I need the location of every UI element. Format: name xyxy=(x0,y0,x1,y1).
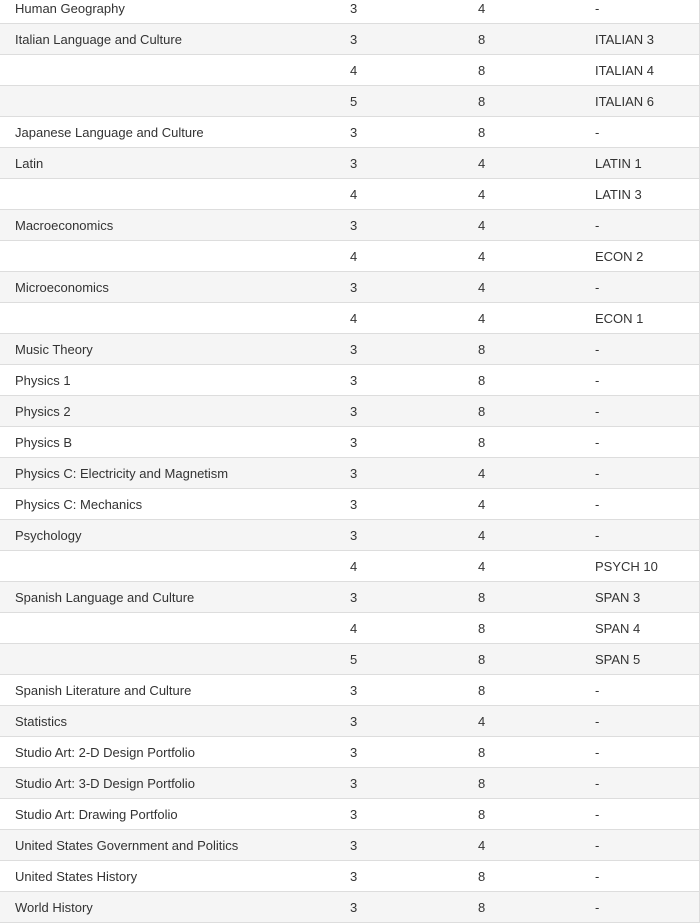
score-cell: 3 xyxy=(350,396,478,427)
course-cell: - xyxy=(595,458,700,489)
table-row xyxy=(0,520,700,551)
exam-name-cell: Japanese Language and Culture xyxy=(0,117,350,148)
table-row xyxy=(0,830,700,861)
units-cell: 8 xyxy=(478,675,595,706)
exam-name-cell: Spanish Language and Culture xyxy=(0,582,350,613)
score-cell: 4 xyxy=(350,179,478,210)
exam-name-cell: Music Theory xyxy=(0,334,350,365)
course-cell: ITALIAN 4 xyxy=(595,55,700,86)
score-cell: 3 xyxy=(350,489,478,520)
units-cell: 8 xyxy=(478,365,595,396)
score-cell: 3 xyxy=(350,582,478,613)
units-cell: 8 xyxy=(478,86,595,117)
course-cell: - xyxy=(595,396,700,427)
score-cell: 3 xyxy=(350,892,478,923)
score-cell: 3 xyxy=(350,272,478,303)
exam-name-cell: United States History xyxy=(0,861,350,892)
units-cell: 8 xyxy=(478,799,595,830)
course-cell: - xyxy=(595,0,700,24)
units-cell: 8 xyxy=(478,737,595,768)
course-cell: SPAN 5 xyxy=(595,644,700,675)
exam-name-cell: Latin xyxy=(0,148,350,179)
units-cell: 8 xyxy=(478,861,595,892)
score-cell: 3 xyxy=(350,365,478,396)
course-cell: - xyxy=(595,706,700,737)
table-row xyxy=(0,86,700,117)
exam-name-cell: Studio Art: 3-D Design Portfolio xyxy=(0,768,350,799)
course-cell: - xyxy=(595,768,700,799)
units-cell: 8 xyxy=(478,582,595,613)
score-cell: 3 xyxy=(350,210,478,241)
table-row xyxy=(0,55,700,86)
course-cell: - xyxy=(595,830,700,861)
score-cell: 4 xyxy=(350,55,478,86)
table-row xyxy=(0,489,700,520)
exam-name-cell xyxy=(0,613,350,644)
exam-name-cell xyxy=(0,551,350,582)
exam-name-cell: Microeconomics xyxy=(0,272,350,303)
units-cell: 4 xyxy=(478,458,595,489)
units-cell: 4 xyxy=(478,179,595,210)
table-row xyxy=(0,241,700,272)
units-cell: 4 xyxy=(478,489,595,520)
table-row xyxy=(0,365,700,396)
table-row xyxy=(0,706,700,737)
table-row xyxy=(0,334,700,365)
units-cell: 4 xyxy=(478,706,595,737)
course-cell: - xyxy=(595,334,700,365)
units-cell: 8 xyxy=(478,396,595,427)
score-cell: 3 xyxy=(350,520,478,551)
exam-name-cell: United States Government and Politics xyxy=(0,830,350,861)
table-row xyxy=(0,892,700,923)
units-cell: 8 xyxy=(478,768,595,799)
score-cell: 3 xyxy=(350,148,478,179)
course-cell: - xyxy=(595,489,700,520)
exam-name-cell: Human Geography xyxy=(0,0,350,24)
exam-name-cell: Spanish Literature and Culture xyxy=(0,675,350,706)
course-cell: PSYCH 10 xyxy=(595,551,700,582)
units-cell: 8 xyxy=(478,892,595,923)
course-cell: LATIN 3 xyxy=(595,179,700,210)
course-cell: LATIN 1 xyxy=(595,148,700,179)
exam-name-cell: Macroeconomics xyxy=(0,210,350,241)
exam-name-cell: Physics 2 xyxy=(0,396,350,427)
exam-name-cell xyxy=(0,179,350,210)
course-cell: ECON 1 xyxy=(595,303,700,334)
score-cell: 3 xyxy=(350,706,478,737)
units-cell: 8 xyxy=(478,117,595,148)
exam-name-cell: Physics B xyxy=(0,427,350,458)
course-cell: - xyxy=(595,892,700,923)
course-cell: - xyxy=(595,427,700,458)
units-cell: 8 xyxy=(478,24,595,55)
table-row xyxy=(0,675,700,706)
units-cell: 4 xyxy=(478,272,595,303)
course-cell: SPAN 3 xyxy=(595,582,700,613)
units-cell: 8 xyxy=(478,613,595,644)
course-cell: SPAN 4 xyxy=(595,613,700,644)
score-cell: 3 xyxy=(350,24,478,55)
units-cell: 4 xyxy=(478,520,595,551)
score-cell: 3 xyxy=(350,458,478,489)
exam-name-cell xyxy=(0,55,350,86)
exam-name-cell xyxy=(0,303,350,334)
score-cell: 3 xyxy=(350,675,478,706)
table-row xyxy=(0,551,700,582)
course-cell: - xyxy=(595,675,700,706)
table-row xyxy=(0,396,700,427)
score-cell: 3 xyxy=(350,737,478,768)
units-cell: 8 xyxy=(478,644,595,675)
table-row xyxy=(0,644,700,675)
score-cell: 3 xyxy=(350,768,478,799)
exam-name-cell: Studio Art: Drawing Portfolio xyxy=(0,799,350,830)
exam-name-cell: Psychology xyxy=(0,520,350,551)
course-cell: ECON 2 xyxy=(595,241,700,272)
table-row xyxy=(0,179,700,210)
table-row xyxy=(0,582,700,613)
score-cell: 4 xyxy=(350,551,478,582)
table-row xyxy=(0,458,700,489)
units-cell: 4 xyxy=(478,148,595,179)
course-cell: - xyxy=(595,737,700,768)
exam-name-cell xyxy=(0,644,350,675)
table-row xyxy=(0,24,700,55)
table-row xyxy=(0,427,700,458)
units-cell: 4 xyxy=(478,551,595,582)
course-cell: - xyxy=(595,520,700,551)
course-cell: ITALIAN 3 xyxy=(595,24,700,55)
course-cell: - xyxy=(595,210,700,241)
units-cell: 8 xyxy=(478,55,595,86)
score-cell: 3 xyxy=(350,0,478,24)
units-cell: 4 xyxy=(478,241,595,272)
score-cell: 3 xyxy=(350,334,478,365)
table-row xyxy=(0,148,700,179)
score-cell: 5 xyxy=(350,86,478,117)
units-cell: 8 xyxy=(478,334,595,365)
units-cell: 4 xyxy=(478,0,595,24)
exam-name-cell: Italian Language and Culture xyxy=(0,24,350,55)
score-cell: 3 xyxy=(350,799,478,830)
exam-name-cell: Physics C: Electricity and Magnetism xyxy=(0,458,350,489)
score-cell: 4 xyxy=(350,241,478,272)
exam-name-cell: World History xyxy=(0,892,350,923)
table-row xyxy=(0,799,700,830)
course-cell: - xyxy=(595,861,700,892)
table-row xyxy=(0,0,700,24)
course-cell: - xyxy=(595,799,700,830)
table-row xyxy=(0,272,700,303)
exam-name-cell: Physics 1 xyxy=(0,365,350,396)
score-cell: 4 xyxy=(350,303,478,334)
table-row xyxy=(0,768,700,799)
exam-name-cell: Studio Art: 2-D Design Portfolio xyxy=(0,737,350,768)
units-cell: 8 xyxy=(478,427,595,458)
score-cell: 3 xyxy=(350,427,478,458)
exam-name-cell xyxy=(0,241,350,272)
units-cell: 4 xyxy=(478,303,595,334)
exam-name-cell: Physics C: Mechanics xyxy=(0,489,350,520)
units-cell: 4 xyxy=(478,210,595,241)
score-cell: 4 xyxy=(350,613,478,644)
table-row xyxy=(0,303,700,334)
table-row xyxy=(0,210,700,241)
units-cell: 4 xyxy=(478,830,595,861)
exam-name-cell xyxy=(0,86,350,117)
score-cell: 3 xyxy=(350,861,478,892)
table-row xyxy=(0,737,700,768)
course-cell: - xyxy=(595,272,700,303)
score-cell: 5 xyxy=(350,644,478,675)
course-cell: - xyxy=(595,117,700,148)
table-row xyxy=(0,861,700,892)
course-cell: ITALIAN 6 xyxy=(595,86,700,117)
score-cell: 3 xyxy=(350,117,478,148)
score-cell: 3 xyxy=(350,830,478,861)
exam-name-cell: Statistics xyxy=(0,706,350,737)
table-row xyxy=(0,613,700,644)
course-cell: - xyxy=(595,365,700,396)
table-row xyxy=(0,117,700,148)
